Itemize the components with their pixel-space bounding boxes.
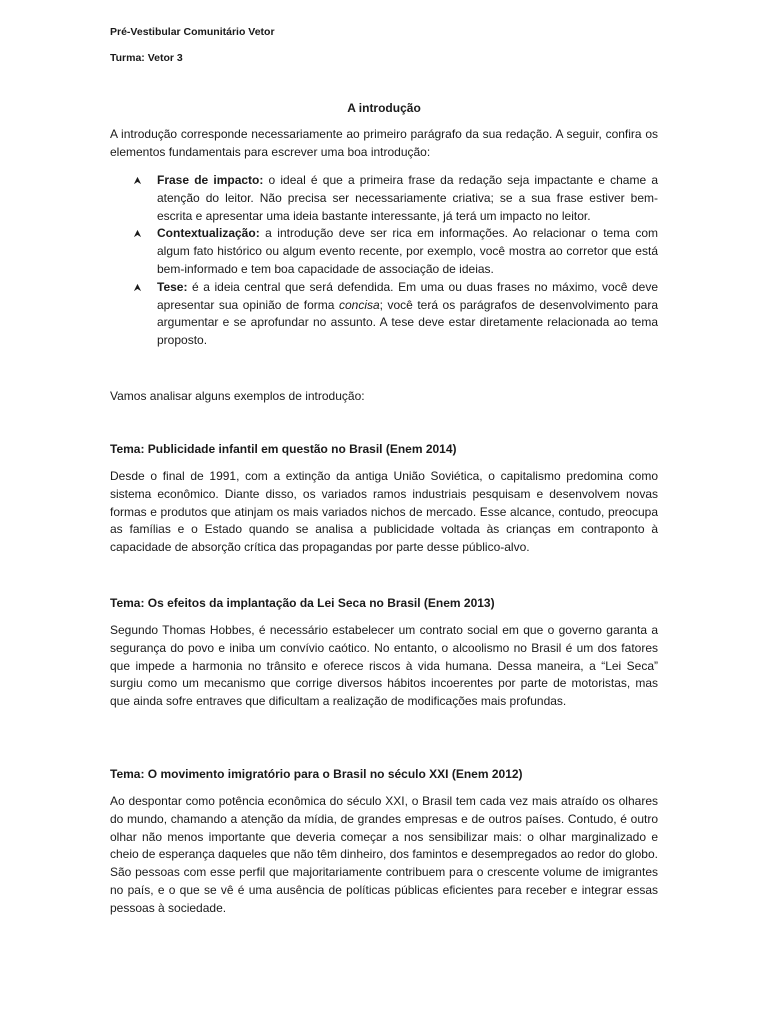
list-item-label: Contextualização: [157, 226, 260, 241]
list-item-text [157, 172, 658, 225]
elements-list [110, 172, 658, 350]
arrowhead-bullet-icon [133, 283, 142, 292]
example-theme-1: Tema: Publicidade infantil em questão no Brasil (Enem 2014) [110, 442, 457, 456]
list-item-body-after: ; você terá os parágrafos de desenvolvimento para argumentar e se aprofundar no assunto. A tese deve estar diretamente relacionada ao tema proposto. [157, 297, 658, 348]
header-school: Pré-Vestibular Comunitário Vetor [110, 26, 275, 38]
list-item-emphasis: concisa [338, 297, 380, 312]
arrowhead-bullet-icon [133, 176, 142, 185]
list-item-text [157, 279, 658, 350]
list-item-label: Tese: [157, 279, 188, 294]
list-item-frase-de-impacto [110, 172, 658, 225]
list-item-label: Frase de impacto: [157, 173, 264, 187]
header-class: Turma: Vetor 3 [110, 52, 183, 64]
example-paragraph-2: Segundo Thomas Hobbes, é necessário estabelecer um contrato social em que o governo garanta a segurança do povo e iniba um convívio caótico. No entanto, o alcoolismo no Brasil é um dos fatores que impede a harmonia no trânsito e oferece riscos à vida humana. Dessa maneira, a “Lei Seca” surgiu como um mecanismo que corrige diversos hábitos incoerentes por parte de motoristas, mas que ainda sofre entraves que dificultam a realização de modificações mais profundas. [110, 623, 658, 709]
list-item-contextualizacao [110, 225, 658, 278]
list-item-tese [110, 279, 658, 350]
examples-intro: Vamos analisar alguns exemplos de introdução: [110, 389, 365, 403]
example-paragraph-1: Desde o final de 1991, com a extinção da antiga União Soviética, o capitalismo predomina como sistema econômico. Diante disso, os variados ramos industriais pesquisam e desenvolvem novas formas e produtos que atinjam os mais variados nichos de mercado. Esse alcance, contudo, preocupa as famílias e o Estado quando se analisa a publicidade voltada às crianças em contraponto à capacidade de absorção crítica das propagandas por parte desse público-alvo. [110, 469, 658, 555]
example-theme-3: Tema: O movimento imigratório para o Brasil no século XXI (Enem 2012) [110, 767, 523, 781]
intro-paragraph: A introdução corresponde necessariamente ao primeiro parágrafo da sua redação. A seguir, confira os elementos fundamentais para escrever uma boa introdução: [110, 127, 658, 159]
list-item-body: a introdução deve ser rica em informações. Ao relacionar o tema com algum fato histórico ou algum evento recente, por exemplo, você mostra ao corretor que está bem-informado e tem boa capacidade de associação de ideias. [157, 226, 658, 276]
list-item-body-before: é a ideia central que será defendida. Em uma ou duas frases no máximo, você deve apresentar sua opinião de forma [157, 279, 658, 312]
example-paragraph-3: Ao despontar como potência econômica do século XXI, o Brasil tem cada vez mais atraído os olhares do mundo, chamando a atenção da mídia, de grandes empresas e de outros países. Contudo, é outro olhar não menos importante que deveria começar a nos sensibilizar mais: o olhar marginalizado e cheio de esperança daqueles que não têm dinheiro, dos famintos e desempregados ao redor do globo. São pessoas com esse perfil que majoritariamente contribuem para o crescente volume de imigrantes no país, e o que se vê é uma ausência de políticas públicas eficientes para receber e integrar essas pessoas à sociedade. [110, 794, 658, 915]
list-item-body: o ideal é que a primeira frase da redação seja impactante e chame a atenção do leitor. Não precisa ser necessariamente criativa; se a sua frase estiver bem-escrita e apresentar uma ideia bastante interessante, já terá um impacto no leitor. [157, 173, 658, 223]
arrowhead-bullet-icon [133, 229, 142, 238]
list-item-text [157, 225, 658, 278]
page-title: A introdução [347, 101, 421, 115]
example-theme-2: Tema: Os efeitos da implantação da Lei Seca no Brasil (Enem 2013) [110, 596, 495, 610]
